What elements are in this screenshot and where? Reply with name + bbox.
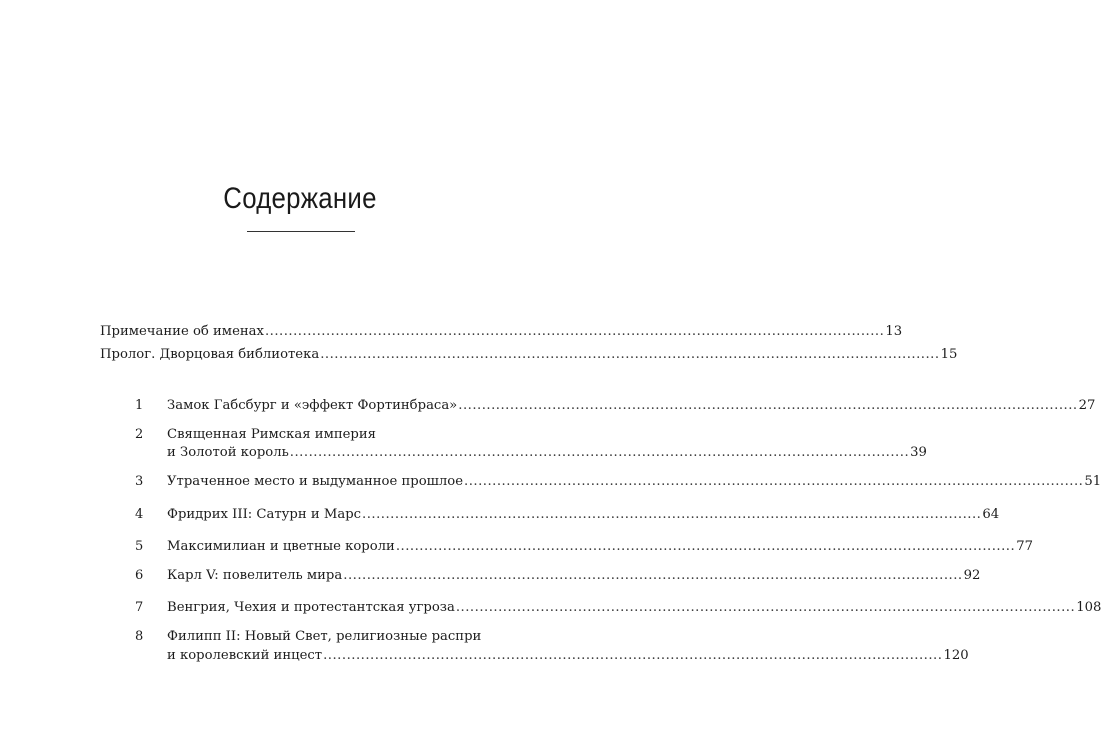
toc-entry-notes[interactable]: [100, 322, 903, 342]
leader-dots: ....................................................................................................................................: [343, 568, 963, 583]
leader-dots: ....................................................................................................................................: [458, 398, 1078, 413]
toc-entry-label: Замок Габсбург и «эффект Фортинбраса»: [167, 398, 458, 413]
toc-entry-label: и королевский инцест: [167, 648, 323, 663]
title-divider: [247, 231, 355, 232]
toc-entry-label: Утраченное место и выдуманное прошлое: [167, 474, 464, 489]
leader-dots: ....................................................................................................................................: [395, 539, 1016, 554]
leader-dots: ....................................................................................................................................: [264, 324, 885, 339]
toc-entry-chapter-7[interactable]: [167, 598, 1101, 618]
chapter-number: 6: [135, 568, 144, 583]
toc-entry-label: Венгрия, Чехия и протестантская угроза: [167, 600, 455, 615]
leader-dots: ....................................................................................................................................: [464, 474, 1084, 489]
toc-entry-label: Пролог. Дворцовая библиотека: [100, 347, 320, 362]
toc-entry-page: 77: [1016, 539, 1033, 554]
toc-entry-label-line1[interactable]: Священная Римская империя: [167, 427, 376, 442]
toc-entry-prologue[interactable]: [100, 345, 958, 365]
toc-entry-label: Карл V: повелитель мира: [167, 568, 343, 583]
chapter-number: 4: [135, 507, 144, 522]
toc-entry-page: 13: [885, 324, 903, 339]
toc-entry-label-line1[interactable]: Филипп II: Новый Свет, религиозные распри: [167, 629, 482, 644]
chapter-number: 1: [135, 398, 144, 413]
toc-entry-page: 64: [982, 507, 1000, 522]
chapter-number: 3: [135, 474, 144, 489]
leader-dots: ....................................................................................................................................: [289, 445, 910, 460]
page-title: Содержание: [223, 182, 377, 215]
toc-entry-chapter-1[interactable]: [167, 396, 1096, 416]
toc-entry-label: Примечание об именах: [100, 324, 264, 339]
leader-dots: ....................................................................................................................................: [320, 347, 940, 362]
toc-entry-page: 15: [940, 347, 958, 362]
toc-entry-label: Максимилиан и цветные короли: [167, 539, 395, 554]
toc-entry-chapter-8[interactable]: [167, 646, 969, 666]
toc-entry-page: 120: [943, 648, 969, 663]
toc-entry-chapter-5[interactable]: [167, 537, 1033, 557]
chapter-number: 7: [135, 600, 144, 615]
toc-entry-chapter-4[interactable]: [167, 505, 1000, 525]
toc-entry-page: 39: [910, 445, 927, 460]
toc-entry-page: 108: [1076, 600, 1101, 615]
toc-entry-chapter-6[interactable]: [167, 566, 981, 586]
chapter-number: 8: [135, 629, 144, 644]
toc-entry-page: 27: [1078, 398, 1096, 413]
leader-dots: ....................................................................................................................................: [455, 600, 1076, 615]
chapter-number: 5: [135, 539, 144, 554]
toc-entry-chapter-3[interactable]: [167, 472, 1101, 492]
toc-entry-label: Фридрих III: Сатурн и Марс: [167, 507, 362, 522]
toc-entry-page: 92: [963, 568, 981, 583]
toc-entry-chapter-2[interactable]: [167, 443, 927, 463]
toc-entry-page: 51: [1084, 474, 1101, 489]
chapter-number: 2: [135, 427, 144, 442]
leader-dots: ....................................................................................................................................: [323, 648, 943, 663]
leader-dots: ....................................................................................................................................: [362, 507, 982, 522]
toc-entry-label: и Золотой король: [167, 445, 289, 460]
